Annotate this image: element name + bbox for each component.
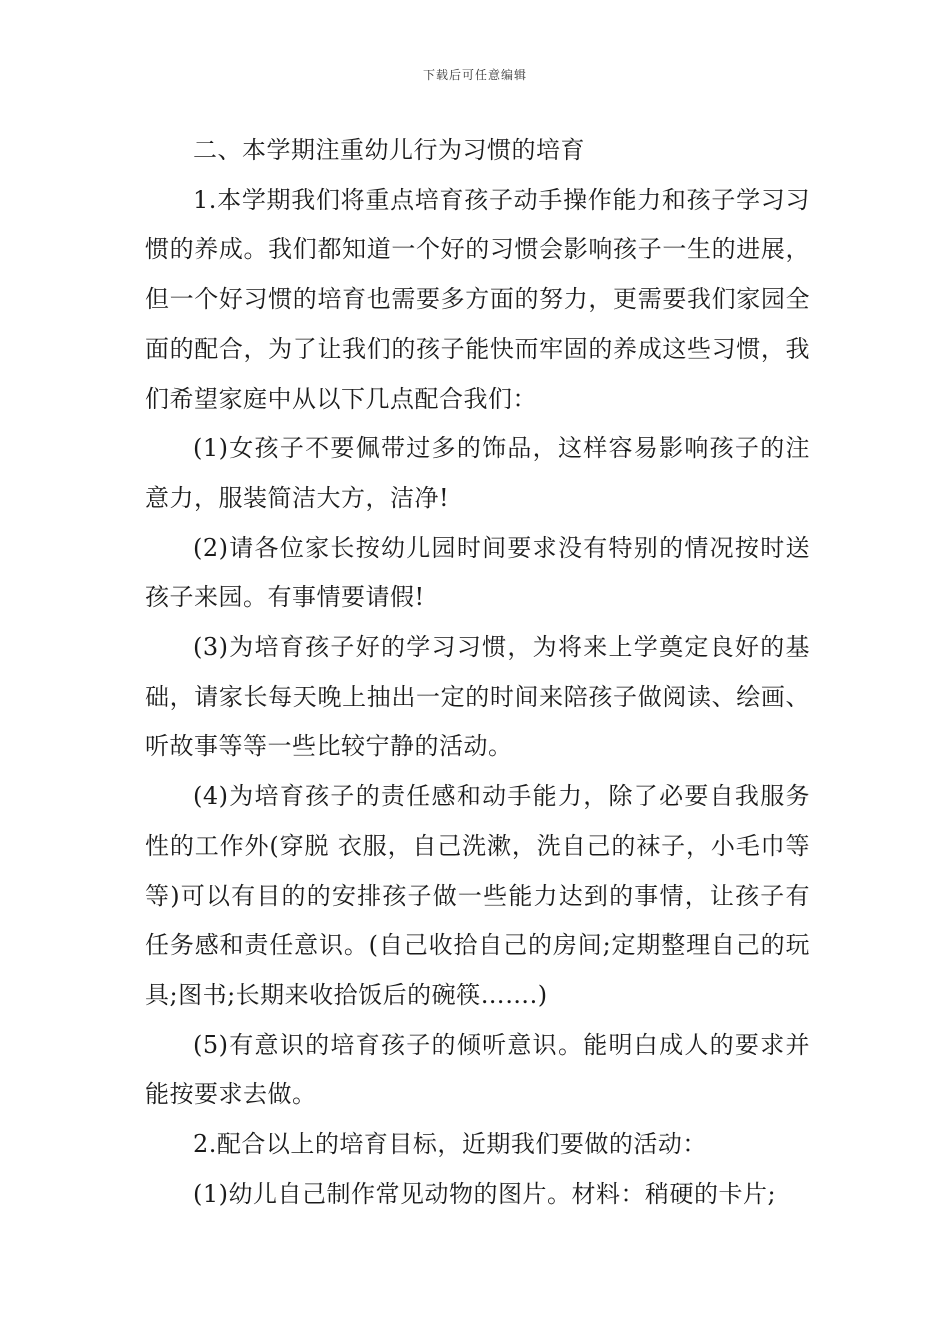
paragraph: (2)请各位家长按幼儿园时间要求没有特别的情况按时送孩子来园。有事情要请假! <box>145 533 810 612</box>
document-body <box>145 126 810 1219</box>
paragraph: (3)为培育孩子好的学习习惯，为将来上学奠定良好的基础，请家长每天晚上抽出一定的时间来陪孩子做阅读、绘画、听故事等等一些比较宁静的活动。 <box>145 633 810 761</box>
header-note: 下载后可任意编辑 <box>422 68 527 82</box>
paragraph: 1.本学期我们将重点培育孩子动手操作能力和孩子学习习惯的养成。我们都知道一个好的习惯会影响孩子一生的进展，但一个好习惯的培育也需要多方面的努力，更需要我们家园全面的配合，为了让我们的孩子能快而牢固的养成这些习惯，我们希望家庭中从以下几点配合我们： <box>145 185 810 413</box>
paragraph: (4)为培育孩子的责任感和动手能力，除了必要自我服务性的工作外(穿脱 衣服，自己洗漱，洗自己的袜子，小毛巾等等)可以有目的的安排孩子做一些能力达到的事情，让孩子有任务感和责任意识。(自己收拾自己的房间;定期整理自己的玩具;图书;长期来收拾饭后的碗筷…….) <box>145 782 810 1009</box>
section-heading: 二、本学期注重幼儿行为习惯的培育 <box>193 136 585 164</box>
paragraph: (5)有意识的培育孩子的倾听意识。能明白成人的要求并能按要求去做。 <box>145 1030 810 1109</box>
paragraph: (1)幼儿自己制作常见动物的图片。材料：稍硬的卡片; <box>193 1179 777 1208</box>
paragraph: (1)女孩子不要佩带过多的饰品，这样容易影响孩子的注意力，服装简洁大方，洁净! <box>145 434 810 512</box>
paragraph: 2.配合以上的培育目标，近期我们要做的活动： <box>193 1130 707 1159</box>
